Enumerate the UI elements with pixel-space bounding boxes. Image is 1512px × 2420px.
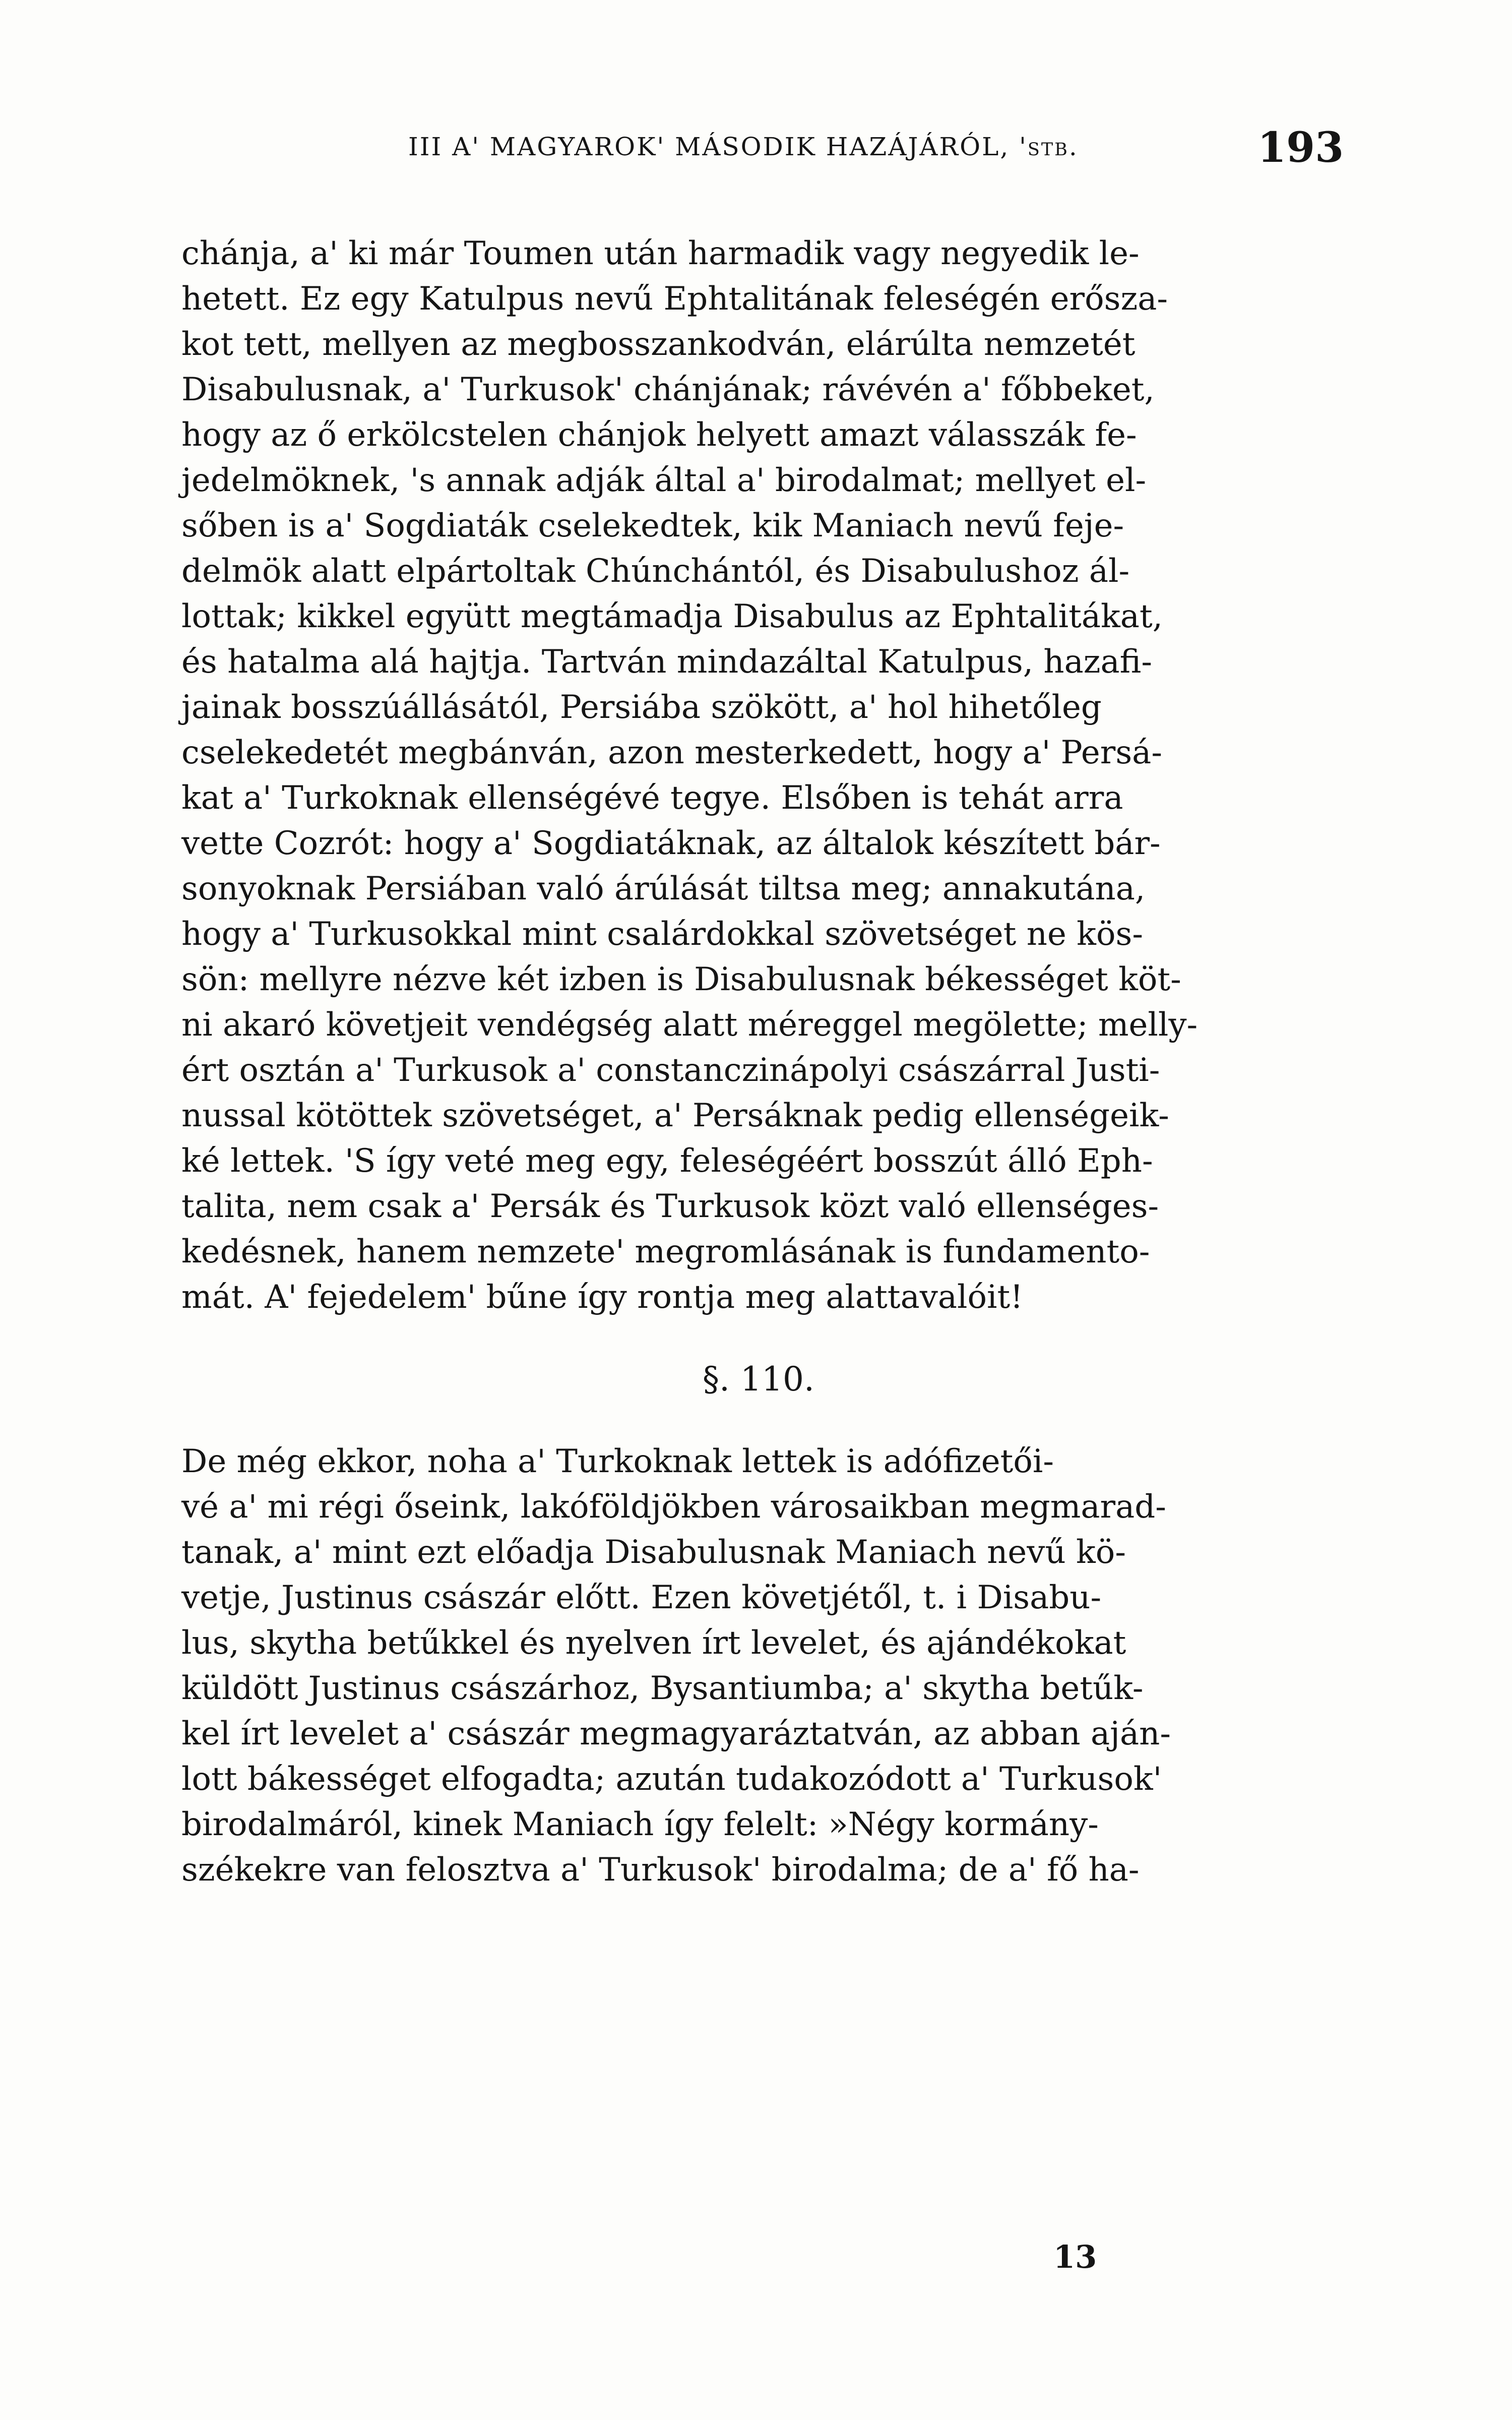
text-line: vetje, Justinus császár előtt. Ezen követjétől, t. i Disabu-: [181, 1579, 1102, 1616]
text-line: birodalmáról, kinek Maniach így felelt: »Négy kormány-: [181, 1806, 1099, 1843]
text-line: hetett. Ez egy Katulpus nevű Ephtalitának feleségén erősza-: [181, 280, 1168, 318]
text-line: kot tett, mellyen az megbosszankodván, elárúlta nemzetét: [181, 326, 1136, 363]
text-line: székekre van felosztva a' Turkusok' birodalma; de a' fő ha-: [181, 1851, 1140, 1889]
text-line: lus, skytha betűkkel és nyelven írt levelet, és ajándékokat: [181, 1624, 1126, 1662]
text-line: De még ekkor, noha a' Turkoknak lettek is adófizetői-: [181, 1443, 1054, 1480]
text-line: talita, nem csak a' Persák és Turkusok közt való ellenséges-: [181, 1188, 1159, 1225]
text-line: sonyoknak Persiában való árúlását tiltsa meg; annakutána,: [181, 870, 1146, 908]
text-line: és hatalma alá hajtja. Tartván mindazáltal Katulpus, hazafi-: [181, 643, 1152, 681]
text-line: cselekedetét megbánván, azon mesterkedett, hogy a' Persá-: [181, 734, 1162, 771]
text-line: Disabulusnak, a' Turkusok' chánjának; rávévén a' főbbeket,: [181, 371, 1155, 408]
page-text: [181, 231, 1336, 1893]
text-line: jainak bosszúállásától, Persiába szökött, a' hol hihetőleg: [181, 689, 1102, 726]
text-line: sőben is a' Sogdiaták cselekedtek, kik Maniach nevű feje-: [181, 507, 1124, 544]
text-line: kel írt levelet a' császár megmagyaráztatván, az abban aján-: [181, 1715, 1171, 1752]
text-line: ni akaró követjeit vendégség alatt méreggel megölette; melly-: [181, 1006, 1198, 1044]
section-spacing: [181, 1404, 1336, 1439]
text-line: lottak; kikkel együtt megtámadja Disabulus az Ephtalitákat,: [181, 598, 1163, 635]
text-line: hogy az ő erkölcstelen chánjok helyett amazt válasszák fe-: [181, 416, 1137, 454]
paragraph-1: [181, 231, 1336, 1320]
section-heading: §. 110.: [703, 1360, 814, 1399]
text-line: sön: mellyre nézve két izben is Disabulusnak békességet köt-: [181, 961, 1181, 998]
section-spacing: [181, 1320, 1336, 1355]
text-line: tanak, a' mint ezt előadja Disabulusnak Maniach nevű kö-: [181, 1534, 1126, 1571]
text-line: ért osztán a' Turkusok a' constanczinápolyi császárral Justi-: [181, 1052, 1160, 1089]
paragraph-2: [181, 1439, 1336, 1893]
page-number: 193: [1257, 124, 1344, 172]
text-line: delmök alatt elpártoltak Chúnchántól, és Disabulushoz ál-: [181, 553, 1130, 590]
text-line: chánja, a' ki már Toumen után harmadik vagy negyedik le-: [181, 235, 1140, 272]
text-line: jedelmöknek, 's annak adják által a' birodalmat; mellyet el-: [181, 462, 1147, 499]
text-line: nussal kötöttek szövetséget, a' Persáknak pedig ellenségeik-: [181, 1097, 1169, 1134]
text-line: hogy a' Turkusokkal mint csalárdokkal szövetséget ne kös-: [181, 916, 1143, 953]
running-head: III A' MAGYAROK' MÁSODIK HAZÁJÁRÓL, 'stb.: [408, 132, 1079, 161]
text-line: ké lettek. 'S így veté meg egy, feleségéért bosszút álló Eph-: [181, 1142, 1153, 1180]
text-line: küldött Justinus császárhoz, Bysantiumba; a' skytha betűk-: [181, 1670, 1144, 1707]
signature-mark: 13: [1053, 2238, 1097, 2275]
text-line: kedésnek, hanem nemzete' megromlásának is fundamento-: [181, 1233, 1150, 1270]
text-line: lott bákességet elfogadta; azután tudakozódott a' Turkusok': [181, 1761, 1162, 1798]
text-line: mát. A' fejedelem' bűne így rontja meg alattavalóit!: [181, 1279, 1023, 1316]
text-line: vé a' mi régi őseink, lakóföldjökben városaikban megmarad-: [181, 1488, 1166, 1526]
text-line: vette Cozrót: hogy a' Sogdiatáknak, az általok készített bár-: [181, 825, 1161, 862]
text-line: kat a' Turkoknak ellenségévé tegye. Elsőben is tehát arra: [181, 779, 1123, 817]
